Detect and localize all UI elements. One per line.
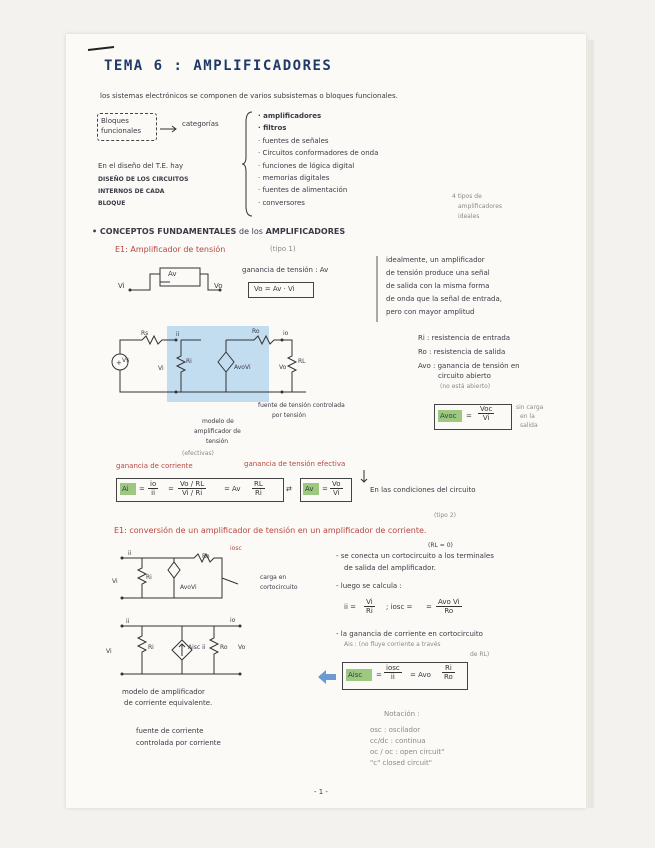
legend-side-2: en la [520,413,535,420]
e1-desc-line: de salida con la misma forma [386,282,490,290]
c1-rs: Rs [141,330,149,337]
c2b-source-1: fuente de corriente [136,727,204,735]
ai-eq-1: = [139,485,145,493]
tension-label: ganancia de tensión efectiva [244,460,346,468]
e2-bullet-2: de salida del amplificador. [344,564,436,572]
ai-num: io [150,480,157,488]
pointer-arrow-icon [318,670,336,684]
legend-avo-2: circuito abierto [438,372,491,380]
c1-ro: Ro [252,328,260,335]
iff-icon: ⇄ [286,485,292,493]
bloque-item: · fuentes de señales [258,136,329,145]
section-heading-2: AMPLIFICADORES [265,227,346,236]
e1-block-label: Av [168,270,177,278]
c1-vs: Vs [122,357,130,364]
eq2-lhs: ; iosc = [386,603,413,611]
aisc-lhs: Aisc [348,671,363,679]
eq2-frac [436,598,462,615]
e1-title: E1: Amplificador de tensión [115,245,226,254]
c2b-aisc: Aisc ii [188,644,206,651]
e1-tag: (tipo 1) [270,245,296,253]
c1-model-3: tensión [206,438,229,445]
categorias-label: categorías [182,120,219,128]
ai-mid-den: Vi / Ri [181,489,203,497]
e2-rl: (RL = 0) [428,542,453,549]
page-title: TEMA 6 : AMPLIFICADORES [104,58,333,74]
circuit-current-amplifier [112,616,252,684]
av-lhs: Av [305,485,314,493]
ai-eq-2: = [168,485,174,493]
eq2-equals: = [426,603,432,611]
e2-tag: (tipo 2) [434,512,456,519]
down-arrow-icon [361,470,367,484]
e2-bullet-3-text: luego se calcula : [340,582,402,590]
ai-av: Av [232,485,241,493]
c2b-ri: Ri [148,644,154,651]
c1-io: io [283,330,289,337]
efectivas-label: (efectivas) [182,450,214,457]
e2-bullet-1: - se conecta un cortocircuito a los terminales [336,552,494,560]
c2b-model-1: modelo de amplificador [122,688,205,696]
c1-avo: AvoVi [234,364,251,371]
notacion-line: cc/dc : continua [370,737,426,745]
aisc-den2: Ro [444,673,453,681]
c2b-vo: Vo [238,644,246,651]
eq1-num: Vi [364,598,375,607]
c2a-ii: ii [128,550,132,557]
c2a-avo: AvoVi [180,584,197,591]
c2b-ii: ii [126,618,130,625]
e2-gain-1: - la ganancia de corriente en cortocircuito [336,630,483,638]
c2b-vi: Vi [106,648,112,655]
c2b-source-2: controlada por corriente [136,739,221,747]
side-note-2: amplificadores [458,203,503,210]
aisc-frac-2 [442,664,455,681]
ai-rl: RL [254,480,263,488]
circuit-short-circuit [112,548,252,608]
notacion-line: oc / oc : open circuit" [370,748,445,756]
corriente-label: ganancia de corriente [116,462,193,470]
note-line-4: BLOQUE [98,200,126,207]
page-edge [588,40,594,808]
ai-frac-2 [178,480,206,497]
bloques-box-label: Bloques funcionales [101,117,142,135]
aisc-eq: = [376,671,382,679]
aisc-frac [384,664,402,681]
bloque-item: · amplificadores [258,112,322,120]
note-line-1: En el diseño del T.E. hay [98,162,184,170]
c1-model-2: amplificador de [194,428,241,435]
brace-icon [244,112,254,216]
aisc-num: iosc [386,664,400,672]
avoc-den: Vi [482,414,490,422]
note-line-3: INTERNOS DE CADA [98,188,165,195]
section-de-los: de los [239,227,263,236]
e1-desc-line: de onda que la señal de entrada, [386,295,502,303]
e1-vo: Vo [214,282,223,290]
e2-title: E1: conversión de un amplificador de tensión en un amplificador de corriente. [114,526,427,535]
ai-lhs: Ai [122,485,129,493]
e2-gain-2: Ais : (no fluye corriente a través [344,641,441,648]
av-eq: = [322,485,328,493]
eq1-lhs: ii = [344,603,356,611]
bloque-item: · conversores [258,198,305,207]
c1-source-1: fuente de tensión controlada [258,402,345,409]
c1-vi: Vi [158,365,164,372]
svg-text:+: + [116,359,122,367]
eq1-frac [364,598,375,615]
bloque-item: · filtros [258,124,287,133]
avoc-fraction [478,405,494,422]
avoc-num: Voc [480,405,493,413]
note-line-2: DISEÑO DE LOS CIRCUITOS [98,176,189,183]
ai-eq-3: = [224,485,230,493]
av-num: Vo [332,480,341,488]
legend-side-1: sin carga [516,404,544,411]
notacion-line: "c" closed circuit" [370,759,432,767]
c2a-ri: Ri [146,574,152,581]
e1-vi: Vi [118,282,125,290]
legend-side-3: salida [520,422,538,429]
e2-bullet-1-text: se conecta un cortocircuito a los terminales [340,552,494,560]
ai-frac-1 [148,480,158,497]
ai-frac-3 [252,480,265,497]
side-note-1: 4 tipos de [452,193,482,200]
side-note-3: ideales [458,213,480,220]
bloque-item: · Circuitos conformadores de onda [258,149,379,158]
c1-ii: ii [176,331,180,338]
short-label-2: cortocircuito [260,584,298,591]
bloque-item: · memorias digitales [258,174,330,182]
c1-source-2: por tensión [272,412,306,419]
legend-ro: Ro : resistencia de salida [418,348,506,356]
ai-mid-num: Vo / RL [180,480,205,488]
section-heading: • CONCEPTOS FUNDAMENTALES de los AMPLIFICADORES [92,227,346,236]
aisc-num2: Ri [442,664,455,673]
legend-avo-3: (no está abierto) [440,383,491,390]
arrow-icon [160,126,180,132]
e2-gain-3: de RL) [470,651,490,658]
bloque-item: · funciones de lógica digital [258,161,355,170]
c1-vo: Vo [279,364,287,371]
avoc-equals: = [466,412,472,420]
e1-gain-eq: Vo = Av · Vi [254,285,295,293]
ai-ri: Ri [254,489,262,497]
circuit-voltage-amplifier [106,322,306,404]
c2b-ro: Ro [220,644,228,651]
legend-ri: Ri : resistencia de entrada [418,334,511,342]
e2-bullet-3: - luego se calcula : [336,582,402,590]
notacion-line: osc : oscilador [370,726,421,734]
bloque-item: · fuentes de alimentación [258,186,348,195]
short-label-1: carga en [260,574,287,581]
c2b-io: io [230,617,236,624]
avoc-lhs: Avoc [440,412,457,420]
av-frac [330,480,343,497]
c2a-ro: Ro [202,553,210,560]
page-number: - 1 - [314,788,328,796]
eq2-num: Avo Vi [438,598,460,606]
e1-desc-line: idealmente, un amplificador [386,256,485,264]
divider-line [375,256,379,322]
ai-den: ii [151,489,156,497]
c2a-vi: Vi [112,578,118,585]
eq2-den: Ro [444,607,454,615]
e1-gain-label: ganancia de tensión : Av [242,266,329,274]
aisc-avo: = Avo [410,671,431,679]
eq1-den: Ri [366,607,373,615]
c2b-model-2: de corriente equivalente. [124,699,213,707]
condiciones-label: En las condiciones del circuito [370,486,476,494]
legend-avo-1: Avo : ganancia de tensión en [418,362,520,370]
aisc-den: ii [390,673,395,681]
av-den: Vi [332,489,340,497]
section-heading-1: CONCEPTOS FUNDAMENTALES [99,227,237,236]
notacion-title: Notación : [384,710,420,718]
c1-ri: Ri [186,358,192,365]
e1-desc-line: de tensión produce una señal [386,269,490,277]
intro-text: los sistemas electrónicos se componen de varios subsistemas o bloques funcionales. [100,92,398,100]
c1-rl: RL [298,358,306,365]
pen-mark [88,46,118,52]
e1-desc-line: pero con mayor amplitud [386,308,475,316]
c2a-isc: iosc [230,545,242,552]
c1-model-1: modelo de [202,418,234,425]
